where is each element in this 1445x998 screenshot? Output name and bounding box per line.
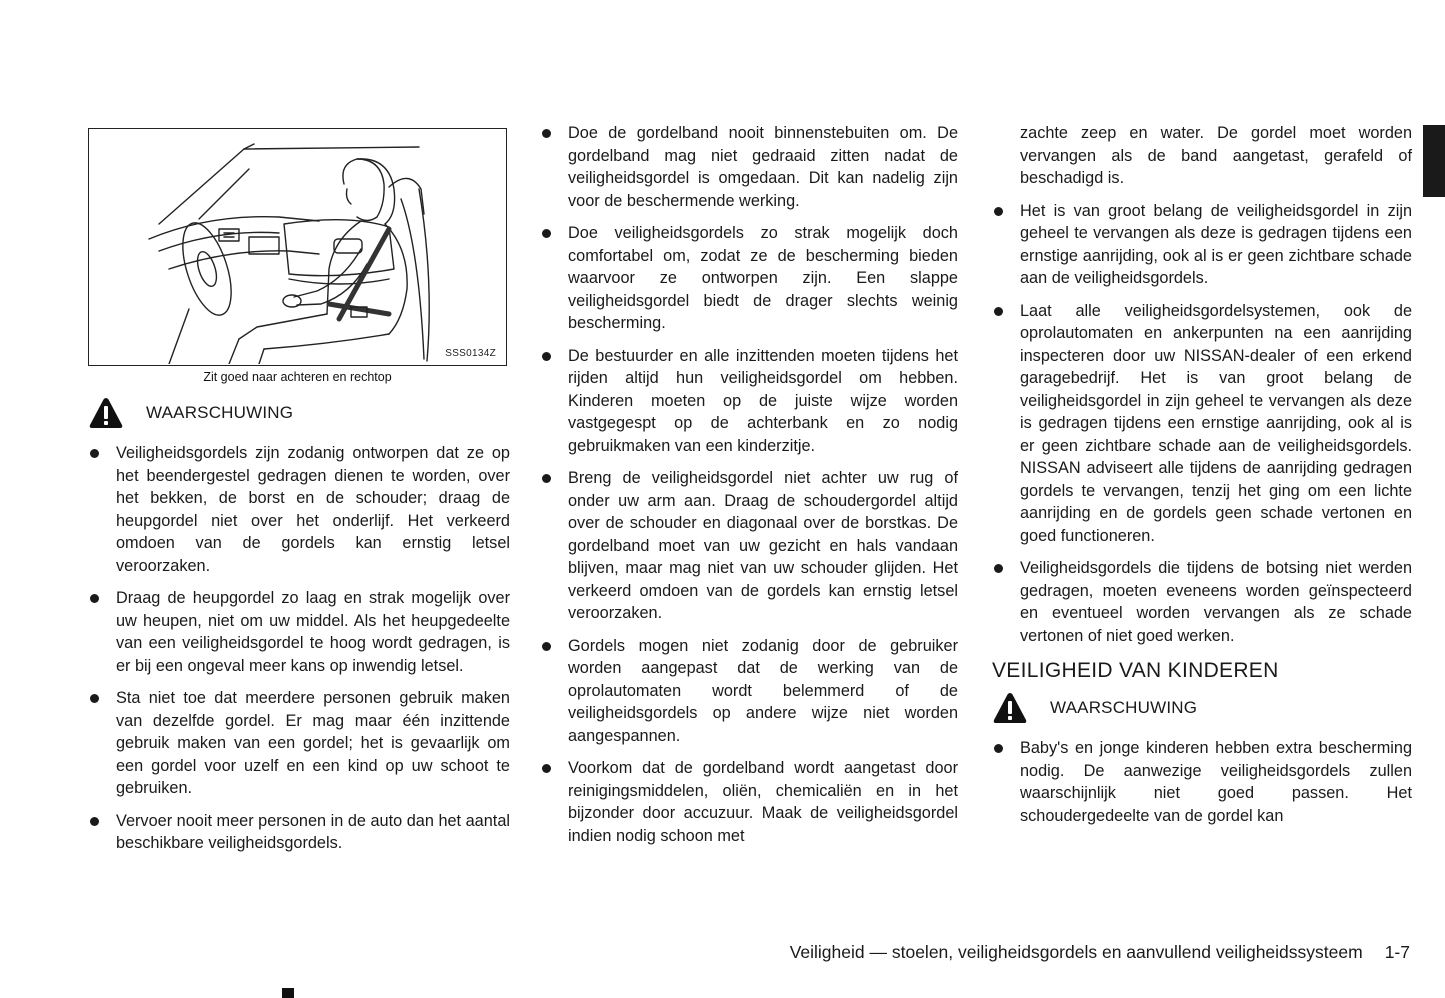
warning-header bbox=[992, 691, 1412, 725]
crop-mark bbox=[282, 988, 294, 998]
list-item: Baby's en jonge kinderen hebben extra bescherming nodig. De aanwezige veiligheidsgordels zullen waarschijnlijk niet goed passen. Het schoudergedeelte van de gordel kan bbox=[992, 737, 1412, 827]
figure-code: SSS0134Z bbox=[445, 348, 496, 359]
list-item: Laat alle veiligheidsgordelsystemen, ook de oprolautomaten en ankerpunten na een aanrijding inspecteren door uw NISSAN-dealer of een erkend garagebedrijf. Het is van groot belang de veiligheidsgordel in zijn geheel te vervangen als deze is gedragen tijdens een ernstige aanrijding, ook al is er geen zichtbare schade aan de veiligheidsgordels. NISSAN adviseert alle tijdens de aanrijding gedragen gordels te vervangen, tenzij het ging om een lichte aanrijding en de gordels geen schade vertonen en goed functioneren. bbox=[992, 300, 1412, 548]
seat-illustration bbox=[88, 128, 507, 366]
list-item: Sta niet toe dat meerdere personen gebruik maken van dezelfde gordel. Er mag maar één inzittende gebruik maken van een gordel; het is gevaarlijk om een gordel voor uzelf en een kind op uw schoot te gebruiken. bbox=[88, 687, 510, 800]
list-item: Draag de heupgordel zo laag en strak mogelijk over uw heupen, niet om uw middel. Als het heupgedeelte van een veiligheidsgordel te hoog wordt gedragen, is er bij een ongeval meer kans op inwendig letsel. bbox=[88, 587, 510, 677]
list-item: Voorkom dat de gordelband wordt aangetast door reinigingsmiddelen, oliën, chemicaliën en in het bijzonder door accuzuur. Maak de veiligheidsgordel indien nodig schoon met bbox=[540, 757, 958, 847]
warning-triangle-icon bbox=[88, 396, 124, 430]
list-item: Doe veiligheidsgordels zo strak mogelijk doch comfortabel om, zodat ze de bescherming bieden waarvoor ze ontworpen zijn. Een slappe veiligheidsgordel biedt de drager slechts weinig bescherming. bbox=[540, 222, 958, 335]
list-item: Vervoer nooit meer personen in de auto dan het aantal beschikbare veiligheidsgordels. bbox=[88, 810, 510, 855]
warning-label: WAARSCHUWING bbox=[1050, 698, 1198, 717]
warning-header bbox=[88, 396, 510, 430]
page-footer bbox=[540, 942, 1410, 963]
list-item: Doe de gordelband nooit binnenstebuiten om. De gordelband mag niet gedraaid zitten nadat de veiligheidsgordel is omgedaan. Dit kan nadelig zijn voor de beschermende werking. bbox=[540, 122, 958, 212]
list-item: Gordels mogen niet zodanig door de gebruiker worden aangepast dat de werking van de oprolautomaten wordt belemmerd of de veiligheidsgordels op andere wijze niet worden aangespannen. bbox=[540, 635, 958, 748]
list-item: De bestuurder en alle inzittenden moeten tijdens het rijden altijd hun veiligheidsgordel om hebben. Kinderen moeten op de juiste wijze worden vastgegespt op de achterbank en zo nodig gebruikmaken van een kinderzitje. bbox=[540, 345, 958, 458]
warning-list bbox=[88, 442, 510, 855]
list-item: Breng de veiligheidsgordel niet achter uw rug of onder uw arm aan. Draag de schoudergordel altijd over de schouder en diagonaal over de borstkas. De gordelband moet van uw gezicht en hals vandaan blijven, maar mag niet van uw schouder glijden. Het verkeerd omdoen van de gordels kan ernstig letsel veroorzaken. bbox=[540, 467, 958, 625]
list-item: Veiligheidsgordels die tijdens de botsing niet werden gedragen, moeten eveneens worden geïnspecteerd en eventueel worden vervangen als ze schade vertonen of niet goed werken. bbox=[992, 557, 1412, 647]
footer-title: Veiligheid — stoelen, veiligheidsgordels en aanvullend veiligheidssysteem bbox=[789, 942, 1363, 962]
list-item: Het is van groot belang de veiligheidsgordel in zijn geheel te vervangen als deze is gedragen tijdens een ernstige aanrijding, ook al is er geen zichtbare schade aan de veiligheidsgordels. bbox=[992, 200, 1412, 290]
column-3 bbox=[992, 122, 1412, 837]
chapter-tab bbox=[1423, 125, 1445, 197]
warning-triangle-icon bbox=[992, 691, 1028, 725]
warning-label: WAARSCHUWING bbox=[146, 403, 294, 422]
column-2 bbox=[540, 122, 958, 857]
figure-caption: Zit goed naar achteren en rechtop bbox=[203, 370, 392, 384]
warning-list bbox=[992, 737, 1412, 827]
section-title: VEILIGHEID VAN KINDEREN bbox=[992, 659, 1279, 682]
list-item: Veiligheidsgordels zijn zodanig ontworpen dat ze op het beendergestel gedragen dienen te worden, over het bekken, de borst en de schouder; draag de heupgordel niet over het onderlijf. Het verkeerd omdoen van de gordels kan ernstig letsel veroorzaken. bbox=[88, 442, 510, 577]
warning-list bbox=[992, 200, 1412, 648]
page-number: 1-7 bbox=[1384, 942, 1410, 962]
column-1-body bbox=[88, 396, 510, 865]
warning-list bbox=[540, 122, 958, 847]
seated-occupant-icon bbox=[89, 129, 505, 364]
continuation-text: zachte zeep en water. De gordel moet worden vervangen als de band aangetast, gerafeld of beschadigd is. bbox=[1020, 124, 1412, 187]
